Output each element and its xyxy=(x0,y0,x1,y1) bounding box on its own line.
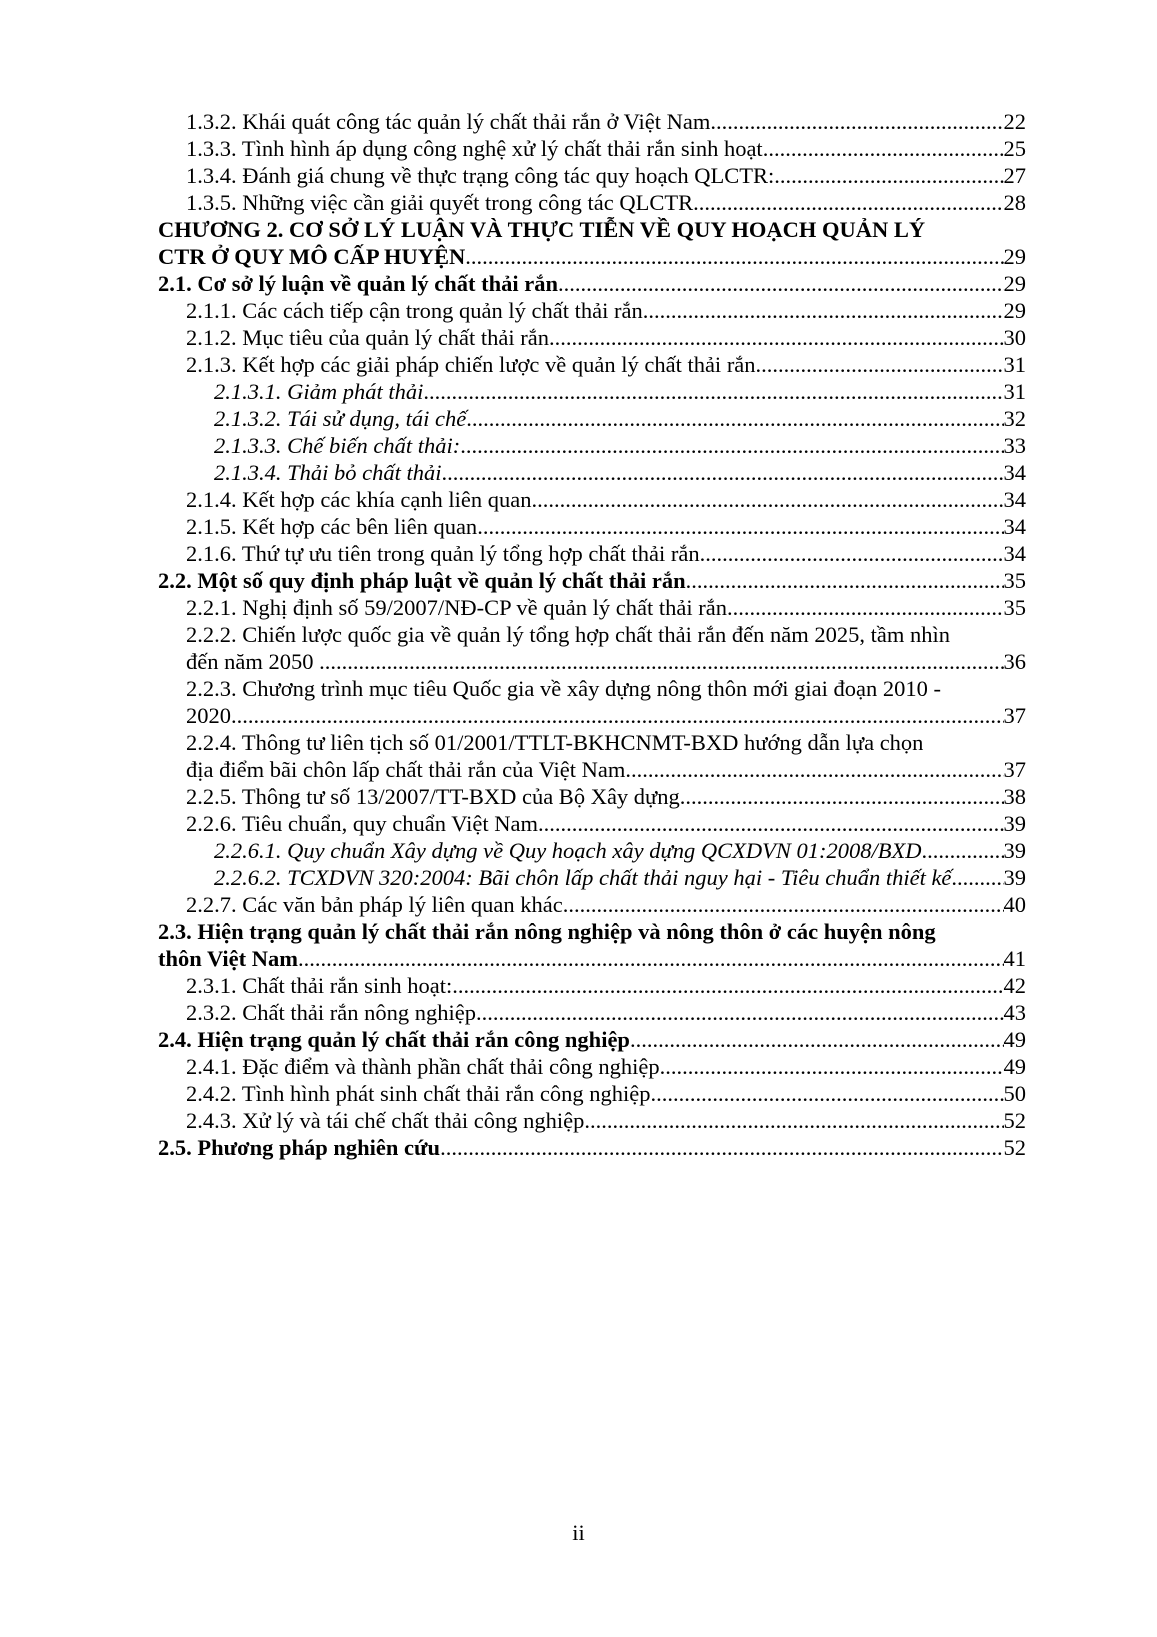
toc-entry[interactable] xyxy=(158,783,1026,810)
toc-entry-page: 49 xyxy=(1003,1027,1026,1052)
toc-entry-page: 34 xyxy=(1003,487,1026,512)
toc-entry-page: 34 xyxy=(1003,460,1026,485)
dot-leader xyxy=(563,891,1004,918)
dot-leader xyxy=(922,837,1004,864)
toc-entry-title: 2.2. Một số quy định pháp luật về quản lý chất thải rắn xyxy=(158,568,686,593)
toc-entry-title: 2.1.3.4. Thải bỏ chất thải xyxy=(214,460,442,485)
toc-entry[interactable] xyxy=(158,594,1026,621)
toc-entry-page: 37 xyxy=(1003,703,1026,728)
dot-leader xyxy=(440,1134,1003,1161)
toc-entry-page: 31 xyxy=(1003,379,1026,404)
toc-entry[interactable] xyxy=(158,432,1026,459)
toc-entry-page: 29 xyxy=(1003,298,1026,323)
toc-entry[interactable] xyxy=(158,1053,1026,1080)
toc-entry-title: địa điểm bãi chôn lấp chất thải rắn của Việt Nam xyxy=(186,757,626,782)
dot-leader xyxy=(442,459,1004,486)
toc-entry-title: 2.2.5. Thông tư số 13/2007/TT-BXD của Bộ Xây dựng xyxy=(186,784,680,809)
dot-leader xyxy=(460,432,1003,459)
toc-entry-title: 2.1.3. Kết hợp các giải pháp chiến lược về quản lý chất thải rắn xyxy=(186,352,756,377)
toc-entry-title: 1.3.3. Tình hình áp dụng công nghệ xử lý chất thải rắn sinh hoạt xyxy=(186,136,763,161)
toc-entry-title: 1.3.2. Khái quát công tác quản lý chất thải rắn ở Việt Nam xyxy=(186,109,711,134)
toc-entry[interactable] xyxy=(158,837,1026,864)
toc-entry-page: 42 xyxy=(1003,973,1026,998)
toc-entry-title: 2020 xyxy=(186,703,231,728)
toc-entry-title: CHƯƠNG 2. CƠ SỞ LÝ LUẬN VÀ THỰC TIỄN VỀ QUY HOẠCH QUẢN LÝ xyxy=(158,217,926,242)
toc-entry-title: 2.2.6. Tiêu chuẩn, quy chuẩn Việt Nam xyxy=(186,811,538,836)
dot-leader xyxy=(630,1026,1004,1053)
toc-entry[interactable] xyxy=(158,378,1026,405)
toc-entry[interactable] xyxy=(158,891,1026,918)
dot-leader xyxy=(558,270,1004,297)
toc-entry[interactable] xyxy=(158,189,1026,216)
toc-entry-page: 28 xyxy=(1003,190,1026,215)
dot-leader xyxy=(584,1107,1003,1134)
toc-entry-page: 30 xyxy=(1003,325,1026,350)
toc-entry-title: 2.3. Hiện trạng quản lý chất thải rắn nông nghiệp và nông thôn ở các huyện nông xyxy=(158,919,936,944)
toc-entry-page: 37 xyxy=(1003,757,1026,782)
toc-entry-page: 22 xyxy=(1003,109,1026,134)
toc-entry[interactable] xyxy=(158,1107,1026,1134)
toc-entry-title: 2.4.2. Tình hình phát sinh chất thải rắn công nghiệp xyxy=(186,1081,651,1106)
toc-entry[interactable] xyxy=(158,351,1026,378)
dot-leader xyxy=(693,189,1003,216)
toc-entry-title: 2.2.6.2. TCXDVN 320:2004: Bãi chôn lấp chất thải nguy hại - Tiêu chuẩn thiết kế xyxy=(214,865,952,890)
toc-entry-title: 2.1.4. Kết hợp các khía cạnh liên quan xyxy=(186,487,532,512)
toc-entry[interactable] xyxy=(158,162,1026,189)
toc-entry-title: 2.1.1. Các cách tiếp cận trong quản lý chất thải rắn xyxy=(186,298,643,323)
toc-entry-title: 2.1.6. Thứ tự ưu tiên trong quản lý tổng hợp chất thải rắn xyxy=(186,541,700,566)
dot-leader xyxy=(298,945,1004,972)
page-number: ii xyxy=(572,1520,585,1545)
toc-entry[interactable] xyxy=(158,270,1026,297)
toc-entry-page: 41 xyxy=(1003,946,1026,971)
dot-leader xyxy=(452,972,1003,999)
toc-entry-page: 39 xyxy=(1003,811,1026,836)
toc-entry[interactable] xyxy=(158,486,1026,513)
dot-leader xyxy=(465,243,1003,270)
toc-entry-page: 27 xyxy=(1003,163,1026,188)
toc-entry-title: 2.1.2. Mục tiêu của quản lý chất thải rắn xyxy=(186,325,550,350)
dot-leader xyxy=(325,648,1004,675)
dot-leader xyxy=(477,513,1003,540)
dot-leader xyxy=(549,324,1003,351)
toc-entry[interactable] xyxy=(158,1134,1026,1161)
dot-leader xyxy=(231,702,1004,729)
dot-leader xyxy=(660,1053,1004,1080)
toc-entry-title: 2.2.6.1. Quy chuẩn Xây dựng về Quy hoạch xây dựng QCXDVN 01:2008/BXD xyxy=(214,838,922,863)
toc-entry-page: 29 xyxy=(1003,271,1026,296)
toc-entry-page: 49 xyxy=(1003,1054,1026,1079)
toc-entry-page: 35 xyxy=(1003,568,1026,593)
toc-entry[interactable] xyxy=(158,459,1026,486)
toc-entry[interactable] xyxy=(158,1026,1026,1053)
toc-entry-page: 33 xyxy=(1003,433,1026,458)
dot-leader xyxy=(700,540,1004,567)
toc-entry-page: 31 xyxy=(1003,352,1026,377)
dot-leader xyxy=(643,297,1004,324)
toc-entry-page: 32 xyxy=(1003,406,1026,431)
toc-entry-title: 2.4.3. Xử lý và tái chế chất thải công nghiệp xyxy=(186,1108,585,1133)
dot-leader xyxy=(476,999,1004,1026)
toc-entry-page: 34 xyxy=(1003,514,1026,539)
toc-entry[interactable] xyxy=(158,729,1026,783)
toc-entry-title: 2.2.1. Nghị định số 59/2007/NĐ-CP về quản lý chất thải rắn xyxy=(186,595,727,620)
toc-entry-page: 39 xyxy=(1003,865,1026,890)
dot-leader xyxy=(727,594,1004,621)
toc-entry-title: 1.3.4. Đánh giá chung về thực trạng công tác quy hoạch QLCTR: xyxy=(186,163,775,188)
toc-entry-title: 2.4. Hiện trạng quản lý chất thải rắn công nghiệp xyxy=(158,1027,630,1052)
toc-entry[interactable] xyxy=(158,918,1026,972)
dot-leader xyxy=(774,162,1003,189)
toc-entry-title: 2.2.7. Các văn bản pháp lý liên quan khác xyxy=(186,892,563,917)
dot-leader xyxy=(466,405,1003,432)
toc-entry-page: 25 xyxy=(1003,136,1026,161)
toc-entry-page: 40 xyxy=(1003,892,1026,917)
toc-entry-title: 2.1.3.3. Chế biến chất thải: xyxy=(214,433,461,458)
dot-leader xyxy=(680,783,1004,810)
toc-entry[interactable] xyxy=(158,621,1026,675)
table-of-contents xyxy=(158,108,1026,1161)
toc-entry[interactable] xyxy=(158,1080,1026,1107)
toc-entry[interactable] xyxy=(158,297,1026,324)
toc-entry[interactable] xyxy=(158,216,1026,270)
dot-leader xyxy=(532,486,1004,513)
toc-entry-page: 29 xyxy=(1003,244,1026,269)
dot-leader xyxy=(763,135,1004,162)
toc-entry-title: 2.4.1. Đặc điểm và thành phần chất thải công nghiệp xyxy=(186,1054,660,1079)
toc-entry-title: đến năm 2050 . xyxy=(186,649,325,674)
toc-entry[interactable] xyxy=(158,999,1026,1026)
toc-entry-title: 2.2.2. Chiến lược quốc gia về quản lý tổng hợp chất thải rắn đến năm 2025, tầm nhìn xyxy=(186,622,950,647)
toc-entry-title: 2.3.1. Chất thải rắn sinh hoạt: xyxy=(186,973,453,998)
toc-entry-title: 2.2.3. Chương trình mục tiêu Quốc gia về xây dựng nông thôn mới giai đoạn 2010 - xyxy=(186,676,941,701)
toc-entry-page: 50 xyxy=(1003,1081,1026,1106)
toc-entry[interactable] xyxy=(158,972,1026,999)
toc-entry-title: 2.5. Phương pháp nghiên cứu xyxy=(158,1135,441,1160)
toc-entry[interactable] xyxy=(158,864,1026,891)
toc-entry-title: 2.1.3.1. Giảm phát thải xyxy=(214,379,424,404)
toc-entry[interactable] xyxy=(158,540,1026,567)
toc-entry-title: 1.3.5. Những việc cần giải quyết trong công tác QLCTR xyxy=(186,190,694,215)
toc-entry-title: thôn Việt Nam xyxy=(158,946,298,971)
toc-entry-title: 2.2.4. Thông tư liên tịch số 01/2001/TTLT-BKHCNMT-BXD hướng dẫn lựa chọn xyxy=(186,730,924,755)
toc-entry-title: 2.1.5. Kết hợp các bên liên quan xyxy=(186,514,478,539)
toc-entry[interactable] xyxy=(158,810,1026,837)
toc-entry-page: 34 xyxy=(1003,541,1026,566)
toc-entry[interactable] xyxy=(158,567,1026,594)
toc-entry[interactable] xyxy=(158,675,1026,729)
toc-entry[interactable] xyxy=(158,324,1026,351)
toc-entry[interactable] xyxy=(158,405,1026,432)
dot-leader xyxy=(651,1080,1004,1107)
toc-entry-page: 52 xyxy=(1003,1108,1026,1133)
toc-entry-page: 35 xyxy=(1003,595,1026,620)
toc-entry[interactable] xyxy=(158,108,1026,135)
dot-leader xyxy=(756,351,1004,378)
toc-entry[interactable] xyxy=(158,513,1026,540)
toc-entry-title: 2.1.3.2. Tái sử dụng, tái chế xyxy=(214,406,467,431)
toc-entry-page: 36 xyxy=(1003,649,1026,674)
toc-entry-page: 52 xyxy=(1003,1135,1026,1160)
dot-leader xyxy=(951,864,1003,891)
dot-leader xyxy=(710,108,1003,135)
toc-entry-title: 2.1. Cơ sở lý luận về quản lý chất thải rắn xyxy=(158,271,558,296)
dot-leader xyxy=(625,756,1003,783)
toc-entry-page: 39 xyxy=(1003,838,1026,863)
dot-leader xyxy=(686,567,1004,594)
dot-leader xyxy=(538,810,1004,837)
toc-entry-title: 2.3.2. Chất thải rắn nông nghiệp xyxy=(186,1000,476,1025)
toc-entry-page: 38 xyxy=(1003,784,1026,809)
toc-entry-title: CTR Ở QUY MÔ CẤP HUYỆN xyxy=(158,244,466,269)
dot-leader xyxy=(423,378,1003,405)
toc-entry-page: 43 xyxy=(1003,1000,1026,1025)
toc-entry[interactable] xyxy=(158,135,1026,162)
